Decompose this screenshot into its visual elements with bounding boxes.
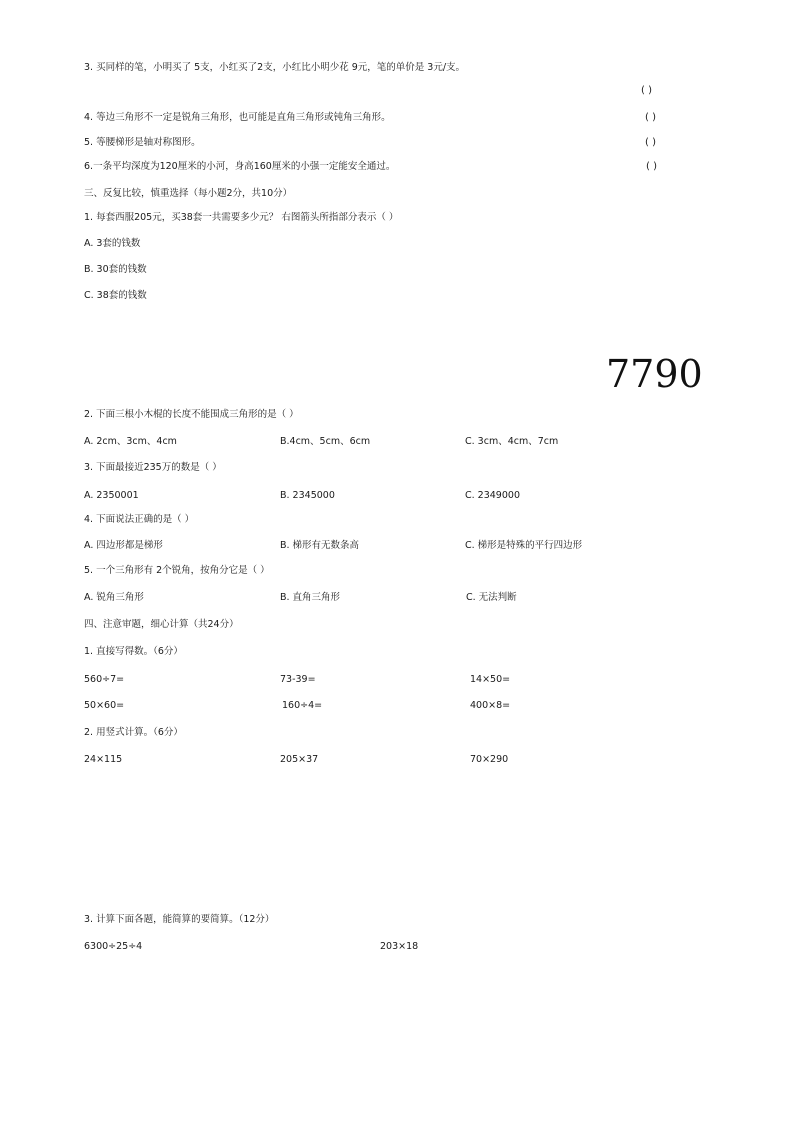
calc-part-1-title: 1. 直接写得数。（6分） (84, 646, 183, 657)
calc-part-2-title: 2. 用竖式计算。（6分） (84, 727, 183, 738)
choice-1-option-c[interactable]: C. 38套的钱数 (84, 290, 147, 301)
judge-question-6: 6.一条平均深度为120厘米的小河，身高160厘米的小强一定能安全通过。 (84, 161, 396, 172)
section-3-heading: 三、反复比较，慎重选择（每小题2分，共10分） (84, 188, 293, 199)
choice-1-option-b[interactable]: B. 30套的钱数 (84, 264, 147, 275)
judge-question-5: 5. 等腰梯形是轴对称图形。 (84, 137, 201, 148)
choice-2-option-b[interactable]: B.4cm、5cm、6cm (280, 436, 371, 447)
section-4-heading: 四、注意审题，细心计算（共24分） (84, 619, 239, 630)
choice-2-option-c[interactable]: C. 3cm、4cm、7cm (465, 436, 559, 447)
figure-number-cropped: 7790 (606, 352, 703, 396)
calc-item: 73-39= (280, 674, 316, 685)
choice-4-option-c[interactable]: C. 梯形是特殊的平行四边形 (465, 540, 583, 551)
choice-3-option-c[interactable]: C. 2349000 (465, 490, 520, 501)
choice-5-option-b[interactable]: B. 直角三角形 (280, 592, 341, 603)
judge-answer-blank-5[interactable]: ( ) (645, 137, 656, 148)
judge-answer-blank-3[interactable]: ( ) (641, 85, 652, 96)
calc-item: 6300÷25÷4 (84, 941, 143, 952)
judge-question-4: 4. 等边三角形不一定是锐角三角形，也可能是直角三角形或钝角三角形。 (84, 112, 391, 123)
choice-5-option-c[interactable]: C. 无法判断 (466, 592, 517, 603)
calc-item: 205×37 (280, 754, 319, 765)
choice-question-1: 1. 每套西服205元，买38套一共需要多少元？ 右图箭头所指部分表示（ ） (84, 212, 399, 223)
judge-answer-blank-4[interactable]: ( ) (645, 112, 656, 123)
choice-3-option-b[interactable]: B. 2345000 (280, 490, 335, 501)
calc-item: 203×18 (380, 941, 419, 952)
calc-item: 400×8= (470, 700, 511, 711)
judge-question-3: 3. 买同样的笔，小明买了 5支，小红买了2支，小红比小明少花 9元，笔的单价是 3元/支。 (84, 62, 466, 73)
calc-part-3-title: 3. 计算下面各题，能简算的要简算。（12分） (84, 914, 275, 925)
choice-4-option-b[interactable]: B. 梯形有无数条高 (280, 540, 360, 551)
calc-item: 50×60= (84, 700, 125, 711)
choice-question-5: 5. 一个三角形有 2个锐角，按角分它是（ ） (84, 565, 270, 576)
calc-item: 14×50= (470, 674, 511, 685)
choice-1-option-a[interactable]: A. 3套的钱数 (84, 238, 141, 249)
choice-question-4: 4. 下面说法正确的是（ ） (84, 514, 195, 525)
choice-3-option-a[interactable]: A. 2350001 (84, 490, 139, 501)
choice-question-3: 3. 下面最接近235万的数是（ ） (84, 462, 222, 473)
choice-question-2: 2. 下面三根小木棍的长度不能围成三角形的是（ ） (84, 409, 299, 420)
choice-5-option-a[interactable]: A. 锐角三角形 (84, 592, 144, 603)
calc-item: 70×290 (470, 754, 509, 765)
calc-item: 24×115 (84, 754, 123, 765)
calc-item: 160÷4= (282, 700, 323, 711)
calc-item: 560÷7= (84, 674, 125, 685)
choice-4-option-a[interactable]: A. 四边形都是梯形 (84, 540, 163, 551)
choice-2-option-a[interactable]: A. 2cm、3cm、4cm (84, 436, 177, 447)
judge-answer-blank-6[interactable]: ( ) (646, 161, 657, 172)
